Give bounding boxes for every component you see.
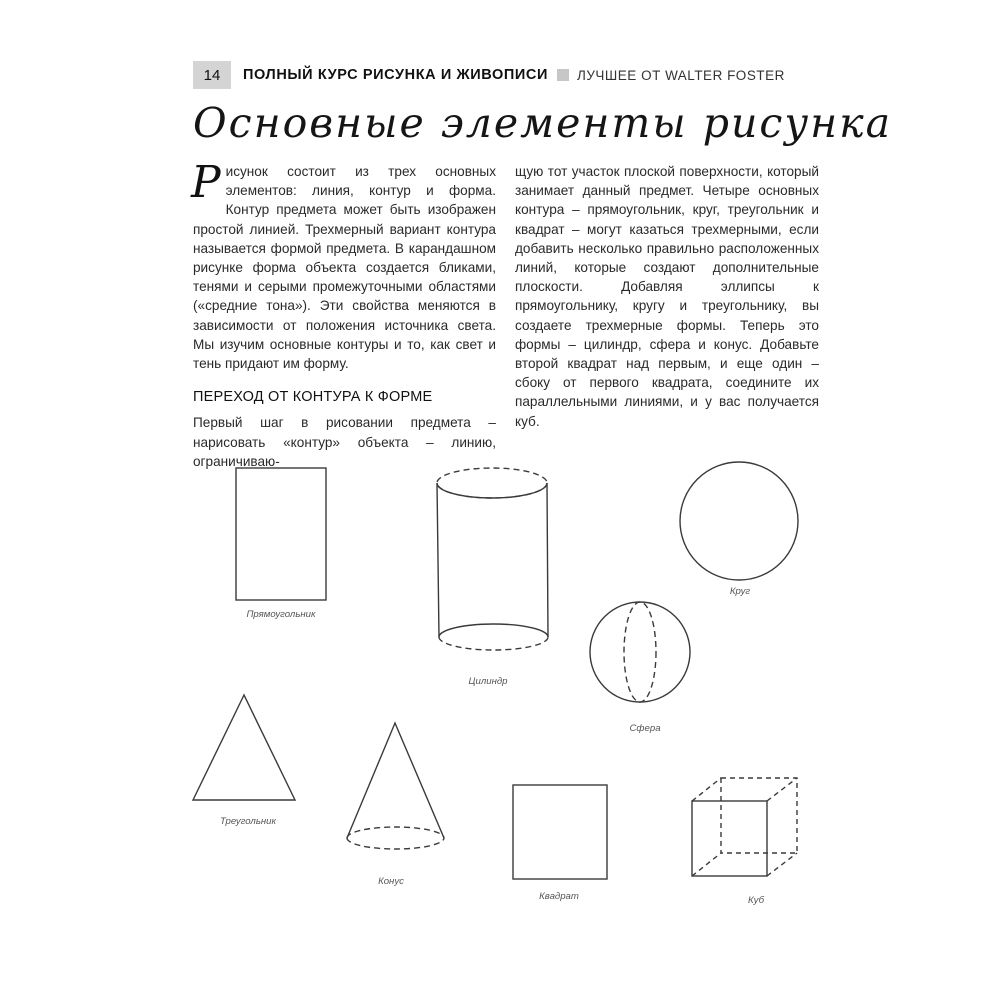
circle-shape <box>680 462 798 580</box>
drop-cap: Р <box>191 157 221 208</box>
brand-label: ЛУЧШЕЕ ОТ WALTER FOSTER <box>577 67 785 83</box>
caption-triangle: Треугольник <box>219 816 277 827</box>
caption-square: Квадрат <box>539 891 579 902</box>
page-number: 14 <box>193 61 231 89</box>
left-tail-paragraph: Первый шаг в рисовании предмета – нарисовать «контур» объекта – линию, ограничиваю- <box>193 415 496 469</box>
caption-cube: Куб <box>748 895 764 906</box>
section-subheading: ПЕРЕХОД ОТ КОНТУРА К ФОРМЕ <box>193 389 433 406</box>
page-title: Основные элементы рисунка <box>193 99 893 147</box>
series-title: ПОЛНЫЙ КУРС РИСУНКА И ЖИВОПИСИ <box>243 67 548 83</box>
cone-shape <box>347 723 444 849</box>
caption-rectangle: Прямоугольник <box>246 609 316 620</box>
intro-text: исунок состоит из трех основных элементов: линия, контур и форма. Контур предмета может быть изображен простой линией. Трехмерный вариант контура называется формой предмета. В карандашном рисунке форма объекта создается бликами, тенями и серыми промежуточными областями («средние тона»). Эти свойства меняются в зависимости от положения источника света. Мы изучим основные контуры и то, как свет и тень придают им форму. <box>193 164 496 372</box>
rectangle-shape <box>236 468 326 600</box>
caption-sphere: Сфера <box>629 723 661 734</box>
right-paragraph: щую тот участок плоской поверхности, который занимает данный предмет. Четыре основных контура – прямоугольник, круг, треугольник и квадрат – могут казаться трехмерными, если добавить несколько правильно расположенных линий, которые создают дополнительные плоскости. Добавляя эллипсы к прямоугольнику, кругу и треугольнику, вы создаете трехмерные формы. Теперь это формы – цилиндр, сфера и конус. Добавьте второй квадрат над первым, и еще один – сбоку от первого квадрата, соедините их параллельными линиями, и у вас получается куб. <box>515 164 819 429</box>
sphere-shape <box>590 602 690 702</box>
caption-cylinder: Цилиндр <box>468 676 508 687</box>
triangle-shape <box>193 695 295 800</box>
caption-cone: Конус <box>378 876 404 887</box>
cube-shape <box>692 778 797 876</box>
square-shape <box>513 785 607 879</box>
caption-circle: Круг <box>729 586 751 597</box>
cylinder-shape <box>437 468 548 650</box>
